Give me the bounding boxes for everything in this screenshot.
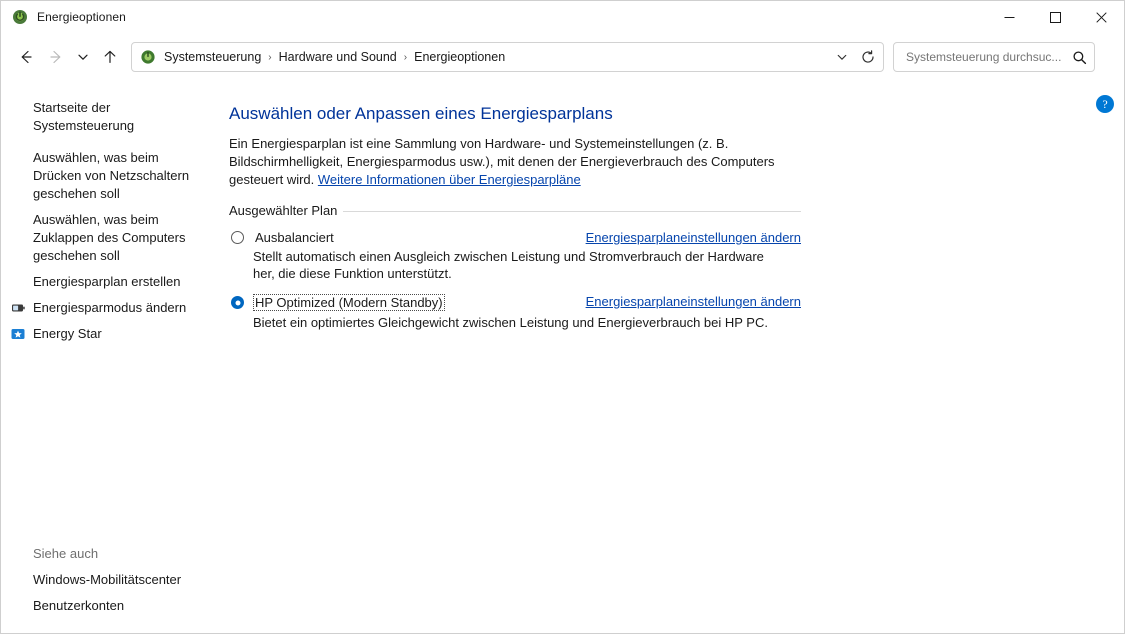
sidebar [1,81,215,633]
content-area [1,81,1124,633]
sidebar-item-change-sleep-settings[interactable] [1,295,215,321]
see-also-item-user-accounts[interactable]: Benutzerkonten [33,598,125,613]
radio-balanced[interactable] [231,231,244,244]
maximize-button[interactable] [1032,2,1078,33]
sidebar-item-label-change-sleep-settings: Energiesparmodus ändern [33,300,187,315]
plan-name-hp-optimized[interactable]: HP Optimized (Modern Standby) [255,295,443,310]
control-panel-icon [140,49,156,65]
breadcrumb-separator-1[interactable]: › [403,51,408,63]
sidebar-item-label-energy-star: Energy Star [33,326,102,341]
search-input[interactable] [904,49,1066,65]
minimize-button[interactable] [986,2,1032,33]
title-bar [1,1,1124,33]
intro-text: Ein Energiesparplan ist eine Sammlung von Hardware- und Systemeinstellungen (z. B. Bildschirmhelligkeit, Energiesparmodus usw.), mit denen der Energieverbrauch des Computers gesteuert wird. [229,136,775,187]
window-title: Energieoptionen [37,10,126,24]
power-plug-icon [12,9,28,25]
recent-locations-button[interactable] [71,42,95,72]
radio-hp-optimized[interactable] [231,296,244,309]
breadcrumb-separator-0[interactable]: › [268,51,272,63]
breadcrumb[interactable] [131,42,884,72]
sidebar-item-create-power-plan[interactable]: Energiesparplan erstellen [33,274,181,289]
plan-row-hp-optimized[interactable] [229,294,801,331]
plan-name-balanced[interactable]: Ausbalanciert [255,230,334,245]
breadcrumb-item-0[interactable]: Systemsteuerung [164,50,262,64]
breadcrumb-item-2[interactable]: Energieoptionen [414,50,506,64]
close-button[interactable] [1078,2,1124,33]
sidebar-item-control-panel-home[interactable]: Startseite der Systemsteuerung [33,100,135,133]
sidebar-item-energy-star[interactable] [1,321,215,347]
sidebar-item-lid-close-action[interactable]: Auswählen, was beim Zuklappen des Computers geschehen soll [33,212,186,263]
forward-button[interactable] [41,42,71,72]
plan-description-hp-optimized: Bietet ein optimiertes Gleichgewicht zwischen Leistung und Energieverbrauch bei HP PC. [253,315,768,330]
plan-row-balanced[interactable] [229,230,801,282]
group-title: Ausgewählter Plan [229,203,343,218]
sidebar-see-also-section [1,542,215,619]
search-box[interactable] [893,42,1095,72]
help-icon[interactable]: ? [1096,95,1114,113]
page-title: Auswählen oder Anpassen eines Energiesparplans [229,104,613,123]
chevron-down-icon[interactable] [829,44,855,70]
sidebar-item-power-button-action[interactable]: Auswählen, was beim Drücken von Netzschaltern geschehen soll [33,150,190,201]
see-also-item-mobility-center[interactable]: Windows-Mobilitätscenter [33,572,182,587]
selected-plan-group [229,203,801,331]
search-icon[interactable] [1066,44,1092,70]
back-button[interactable] [11,42,41,72]
learn-more-link[interactable]: Weitere Informationen über Energiesparpläne [317,172,581,187]
energy-star-icon [10,326,26,342]
main-panel [215,81,1124,633]
change-plan-settings-link-hp-optimized[interactable]: Energiesparplaneinstellungen ändern [585,294,801,309]
up-button[interactable] [95,42,125,72]
breadcrumb-item-1[interactable]: Hardware und Sound [278,50,397,64]
change-plan-settings-link-balanced[interactable]: Energiesparplaneinstellungen ändern [585,230,801,245]
see-also-title: Siehe auch [33,546,99,561]
refresh-icon[interactable] [855,44,881,70]
address-bar [1,33,1124,81]
intro-paragraph [229,135,801,189]
plan-description-balanced: Stellt automatisch einen Ausgleich zwischen Leistung und Stromverbrauch der Hardware her, die diese Funktion unterstützt. [253,249,764,281]
battery-icon [10,300,26,316]
